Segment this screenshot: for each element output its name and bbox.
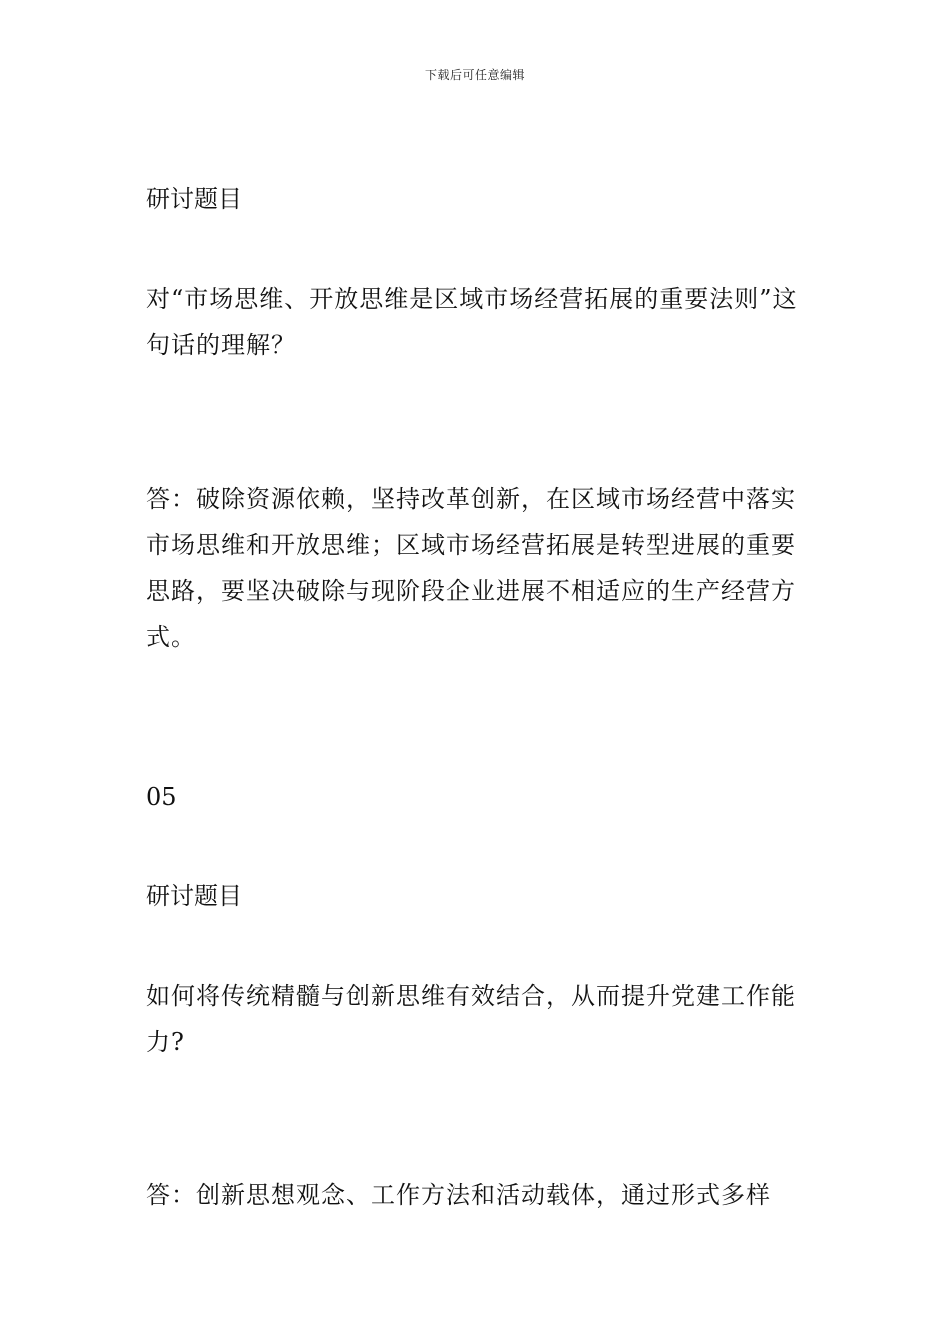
answer-text: 答：创新思想观念、工作方法和活动载体，通过形式多样 [146, 1181, 771, 1209]
question-text: 如何将传统精髓与创新思维有效结合，从而提升党建工作能力? [146, 982, 796, 1056]
page-header-note: 下载后可任意编辑 [424, 68, 525, 82]
section-title: 研讨题目 [146, 882, 242, 910]
question-text: 对“市场思维、开放思维是区域市场经营拓展的重要法则”这句话的理解？ [146, 285, 798, 359]
answer-text: 答：破除资源依赖，坚持改革创新，在区域市场经营中落实市场思维和开放思维；区域市场经营拓展是转型进展的重要思路，要坚决破除与现阶段企业进展不相适应的生产经营方式。 [146, 485, 796, 651]
section-number: 05 [146, 783, 177, 811]
section-title: 研讨题目 [146, 185, 242, 213]
